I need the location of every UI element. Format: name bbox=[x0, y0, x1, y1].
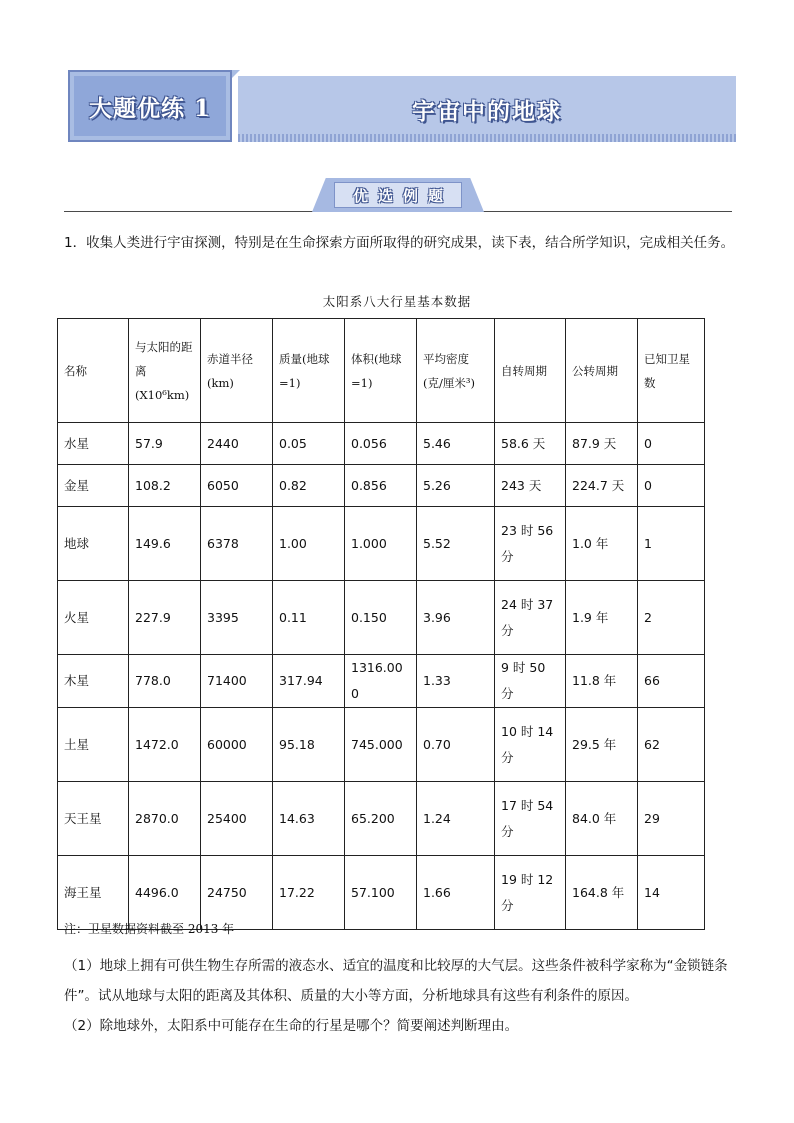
section-badge-inner bbox=[334, 182, 462, 208]
question-intro: 1．收集人类进行宇宙探测，特别是在生命探索方面所取得的研究成果，读下表，结合所学知识，完成相关任务。 bbox=[64, 235, 735, 251]
table-cell: 0.11 bbox=[273, 581, 345, 655]
table-cell: 24 时 37 分 bbox=[495, 581, 566, 655]
table-cell: 1.24 bbox=[417, 782, 495, 856]
question-part-1: （1）地球上拥有可供生物生存所需的液态水、适宜的温度和比较厚的大气层。这些条件被科学家称为“金锁链条件”。试从地球与太阳的距离及其体积、质量的大小等方面，分析地球具有这些有利条件的原因。 bbox=[64, 958, 728, 1004]
table-cell: 0.056 bbox=[345, 423, 417, 465]
header-cell: 自转周期 bbox=[495, 319, 566, 423]
table-cell: 25400 bbox=[201, 782, 273, 856]
table-cell: 227.9 bbox=[129, 581, 201, 655]
table-cell: 19 时 12 分 bbox=[495, 856, 566, 930]
table-cell: 243 天 bbox=[495, 465, 566, 507]
planet-name-cell: 火星 bbox=[58, 581, 129, 655]
table-cell: 745.000 bbox=[345, 708, 417, 782]
table-cell: 0 bbox=[638, 465, 705, 507]
table-cell: 9 时 50 分 bbox=[495, 655, 566, 708]
table-cell: 1316.000 bbox=[345, 655, 417, 708]
page-title: 宇宙中的地球 bbox=[412, 98, 562, 125]
table-cell: 164.8 年 bbox=[566, 856, 638, 930]
table-cell: 84.0 年 bbox=[566, 782, 638, 856]
table-cell: 6378 bbox=[201, 507, 273, 581]
table-cell: 2 bbox=[638, 581, 705, 655]
table-note: 注：卫星数据资料截至 2013 年 bbox=[64, 922, 235, 936]
table-cell: 23 时 56 分 bbox=[495, 507, 566, 581]
table-row bbox=[58, 507, 705, 581]
table-cell: 17.22 bbox=[273, 856, 345, 930]
table-cell: 1.0 年 bbox=[566, 507, 638, 581]
table-cell: 0.856 bbox=[345, 465, 417, 507]
table-cell: 1.00 bbox=[273, 507, 345, 581]
table-cell: 3395 bbox=[201, 581, 273, 655]
header-cell: 已知卫星数 bbox=[638, 319, 705, 423]
planet-name-cell: 天王星 bbox=[58, 782, 129, 856]
planet-name-cell: 地球 bbox=[58, 507, 129, 581]
table-cell: 5.26 bbox=[417, 465, 495, 507]
table-cell: 0 bbox=[638, 423, 705, 465]
table-cell: 66 bbox=[638, 655, 705, 708]
table-cell: 778.0 bbox=[129, 655, 201, 708]
table-cell: 2870.0 bbox=[129, 782, 201, 856]
table-cell: 95.18 bbox=[273, 708, 345, 782]
table-cell: 58.6 天 bbox=[495, 423, 566, 465]
table-row bbox=[58, 782, 705, 856]
table-cell: 29 bbox=[638, 782, 705, 856]
header-cell: 与太阳的距离(X10⁶km) bbox=[129, 319, 201, 423]
table-cell: 1.9 年 bbox=[566, 581, 638, 655]
planet-name-cell: 水星 bbox=[58, 423, 129, 465]
table-cell: 317.94 bbox=[273, 655, 345, 708]
header-cell: 赤道半径(km) bbox=[201, 319, 273, 423]
table-cell: 149.6 bbox=[129, 507, 201, 581]
question-part-2: （2）除地球外，太阳系中可能存在生命的行星是哪个？简要阐述判断理由。 bbox=[64, 1018, 519, 1034]
header-cell: 名称 bbox=[58, 319, 129, 423]
table-cell: 0.82 bbox=[273, 465, 345, 507]
table-cell: 5.52 bbox=[417, 507, 495, 581]
table-cell: 1.000 bbox=[345, 507, 417, 581]
table-cell: 0.150 bbox=[345, 581, 417, 655]
table-row bbox=[58, 708, 705, 782]
table-cell: 65.200 bbox=[345, 782, 417, 856]
planet-name-cell: 土星 bbox=[58, 708, 129, 782]
table-cell: 11.8 年 bbox=[566, 655, 638, 708]
table-cell: 14.63 bbox=[273, 782, 345, 856]
table-row bbox=[58, 423, 705, 465]
header-cell: 质量(地球=1) bbox=[273, 319, 345, 423]
planet-name-cell: 海王星 bbox=[58, 856, 129, 930]
table-row bbox=[58, 856, 705, 930]
table-cell: 24750 bbox=[201, 856, 273, 930]
table-cell: 5.46 bbox=[417, 423, 495, 465]
table-cell: 6050 bbox=[201, 465, 273, 507]
table-row bbox=[58, 465, 705, 507]
header-banner bbox=[68, 70, 736, 142]
section-header bbox=[64, 178, 732, 216]
table-cell: 87.9 天 bbox=[566, 423, 638, 465]
table-cell: 57.9 bbox=[129, 423, 201, 465]
header-cell: 体积(地球=1) bbox=[345, 319, 417, 423]
table-cell: 29.5 年 bbox=[566, 708, 638, 782]
table-row bbox=[58, 655, 705, 708]
banner-label-box bbox=[68, 70, 232, 142]
table-cell: 4496.0 bbox=[129, 856, 201, 930]
table-cell: 2440 bbox=[201, 423, 273, 465]
table-cell: 17 时 54 分 bbox=[495, 782, 566, 856]
header-cell: 公转周期 bbox=[566, 319, 638, 423]
table-title: 太阳系八大行星基本数据 bbox=[322, 294, 472, 309]
planet-data-table bbox=[57, 318, 705, 930]
planet-name-cell: 金星 bbox=[58, 465, 129, 507]
table-cell: 1.66 bbox=[417, 856, 495, 930]
table-cell: 62 bbox=[638, 708, 705, 782]
table-header-row bbox=[58, 319, 705, 423]
table-cell: 0.70 bbox=[417, 708, 495, 782]
table-cell: 0.05 bbox=[273, 423, 345, 465]
header-cell: 平均密度(克/厘米³) bbox=[417, 319, 495, 423]
table-cell: 14 bbox=[638, 856, 705, 930]
table-cell: 108.2 bbox=[129, 465, 201, 507]
table-cell: 224.7 天 bbox=[566, 465, 638, 507]
table-row bbox=[58, 581, 705, 655]
section-title: 优选例题 bbox=[352, 186, 453, 205]
table-cell: 1472.0 bbox=[129, 708, 201, 782]
banner-label: 大题优练 1 bbox=[88, 94, 211, 122]
table-cell: 60000 bbox=[201, 708, 273, 782]
banner-title-box bbox=[238, 76, 736, 142]
table-cell: 71400 bbox=[201, 655, 273, 708]
table-cell: 10 时 14 分 bbox=[495, 708, 566, 782]
table-cell: 1 bbox=[638, 507, 705, 581]
table-cell: 3.96 bbox=[417, 581, 495, 655]
planet-name-cell: 木星 bbox=[58, 655, 129, 708]
table-cell: 57.100 bbox=[345, 856, 417, 930]
table-cell: 1.33 bbox=[417, 655, 495, 708]
